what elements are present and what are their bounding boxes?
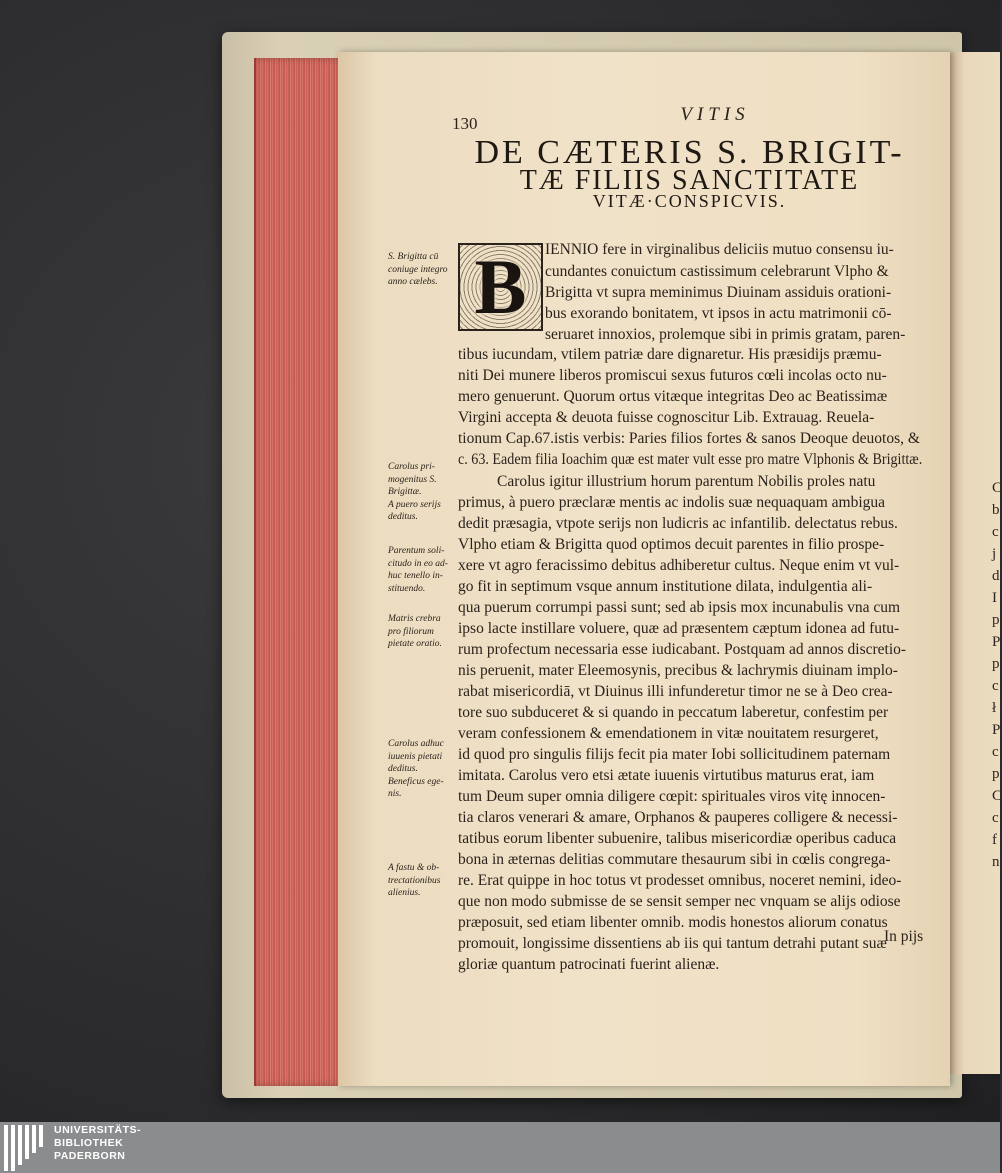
body-line: Carolus igitur illustrium horum parentum Nobilis proles natu xyxy=(497,473,876,490)
body-line: cundantes conuictum castissimum celebrarunt Vlpho & xyxy=(545,263,889,280)
margin-note xyxy=(388,862,458,900)
facing-page-fragment: c xyxy=(992,810,999,826)
body-line: qua puerum corrumpi passi sunt; sed ab ipsis mox incunabulis vna cum xyxy=(458,599,901,616)
body-line: promouit, longissime dissentiens ab iis qui tantum detrahi putant suæ xyxy=(458,935,887,952)
margin-note-line: A fastu & ob- xyxy=(388,863,440,873)
initial-letter: B xyxy=(474,243,527,330)
body-line: tia claros venerari & amare, Orphanos & pauperes colligere & necessi- xyxy=(458,809,898,826)
chapter-title-line-2: TÆ FILIIS SANCTITATE xyxy=(519,165,860,196)
facing-page-fragment: I xyxy=(992,590,997,606)
facing-page-fragment: c xyxy=(992,678,999,694)
facing-page-fragment: P xyxy=(992,722,1001,738)
page-edges xyxy=(254,58,348,1086)
margin-note-line: Beneficus ege- xyxy=(388,776,444,787)
body-line: rabat misericordiā, vt Diuinus illi infunderetur timor ne se à Deo crea- xyxy=(458,683,893,700)
body-line: id quod pro singulis filijs fecit pia mater Iobi sollicitudinem paternam xyxy=(458,746,891,763)
margin-note xyxy=(388,545,458,595)
facing-page-fragment: d xyxy=(992,568,1000,584)
library-name-line-2: BIBLIOTHEK xyxy=(54,1137,124,1149)
body-line: que non modo submisse de se sensit semper nec vnquam se alijs odiose xyxy=(458,893,901,910)
margin-note-line: coniuge integro xyxy=(388,264,448,275)
margin-note-line: stituendo. xyxy=(388,583,426,594)
body-line: bona in æternas delitias commutare thesaurum sibi in cœlis congrega- xyxy=(458,851,891,868)
facing-page-fragment: p xyxy=(992,656,1000,672)
facing-page-fragment: f xyxy=(992,832,997,848)
body-line: IENNIO fere in virginalibus deliciis mutuo consensu iu- xyxy=(545,241,894,258)
body-line: Brigitta vt supra meminimus Diuinam assiduis orationi- xyxy=(545,284,892,301)
margin-note xyxy=(388,613,458,651)
body-line: xere vt agro feracissimo debitus adhiberetur cultus. Neque enim vt vul- xyxy=(458,557,900,574)
margin-note-line: S. Brigitta cū xyxy=(388,252,439,262)
facing-page-fragment: P xyxy=(992,634,1001,650)
chapter-title-line-3: VITÆ·CONSPICVIS. xyxy=(592,191,787,211)
body-line: tibus iucundam, vtilem patriæ dare dignaretur. His præsidijs præmu- xyxy=(458,346,882,363)
page-number: 130 xyxy=(452,114,478,133)
facing-page-fragment: c xyxy=(992,524,999,540)
margin-note-line: Parentum soli- xyxy=(388,546,445,556)
body-line: dedit præsagia, vtpote serijs non ludicris ac infantilib. delectatus rebus. xyxy=(458,515,898,532)
facing-page-fragment: c xyxy=(992,744,999,760)
body-line: niti Dei munere liberos promiscui sexus futuros cœli incolas octo nu- xyxy=(458,367,887,384)
body-line: mero genuerunt. Quorum ortus vitæque integritas Deo ac Beatissimæ xyxy=(458,388,888,405)
margin-note-line: pietate oratio. xyxy=(388,639,442,649)
body-line: Virgini accepta & deuota fuisse cognoscitur Lib. Extrauag. Reuela- xyxy=(458,409,875,426)
facing-page-fragment: p xyxy=(992,766,1000,782)
facing-page-fragment: j xyxy=(992,546,997,562)
library-logo-icon xyxy=(4,1125,48,1171)
margin-note xyxy=(388,251,458,289)
body-line: præposuit, sed etiam libenter omnib. modis honestos aliorum conatus xyxy=(458,914,888,931)
body-line: gloriæ quantum patrocinati fuerint alienæ. xyxy=(458,956,720,973)
body-line: Vlpho etiam & Brigitta quod optimos decuit parentes in filio prospe- xyxy=(458,536,885,553)
library-name-line-1: UNIVERSITÄTS- xyxy=(54,1124,142,1136)
margin-note-line: alienius. xyxy=(388,888,421,898)
body-line: tum Deum super omnia diligere cœpit: spirituales viros vitę innocen- xyxy=(458,788,886,805)
margin-note-line: anno cælebs. xyxy=(388,277,438,287)
facing-page-fragment: ł xyxy=(992,700,997,716)
margin-note-line: mogenitus S. xyxy=(388,474,437,485)
library-name-line-3: PADERBORN xyxy=(54,1150,126,1162)
body-line: primus, à puero præclaræ mentis ac indolis suæ nequaquam ambigua xyxy=(458,494,886,511)
chapter-title-line-1: DE CÆTERIS S. BRIGIT- xyxy=(474,134,905,171)
body-line: re. Erat quippe in hoc totus vt prodesset omnibus, noceret nemini, ideo- xyxy=(458,872,902,889)
body-line: rum profectum necessaria esse iudicabant. Postquam ad annos discretio- xyxy=(458,641,907,658)
facing-page-fragment: C xyxy=(992,788,1002,804)
library-footer-bar xyxy=(0,1122,1000,1173)
margin-note-line: A puero serijs xyxy=(388,499,441,510)
decorated-initial xyxy=(458,243,543,331)
margin-note-line: trectationibus xyxy=(388,875,441,886)
margin-note-line: deditus. xyxy=(388,764,418,774)
margin-note-line: Matris crebra xyxy=(388,614,441,624)
body-line: ipso lacte instillare voluere, quæ ad præsentem cæptum idonea ad futu- xyxy=(458,620,900,637)
facing-page xyxy=(950,52,1000,1074)
margin-note-line: citudo in eo ad- xyxy=(388,558,448,569)
margin-note xyxy=(388,738,458,801)
body-line: c. 63. Eadem filia Ioachim quæ est mater vult esse pro matre Vlphonis & Brigittæ. xyxy=(458,451,923,468)
margin-note-line: deditus. xyxy=(388,512,418,522)
margin-note-line: huc tenello in- xyxy=(388,571,443,581)
margin-note-line: Carolus pri- xyxy=(388,462,435,472)
margin-note-line: iuuenis pietati xyxy=(388,751,443,762)
body-line: bus exorando bonitatem, vt ipsos in actu matrimonii cō- xyxy=(545,305,892,322)
facing-page-fragment: b xyxy=(992,502,1000,518)
body-line: tore suo subduceret & si quando in peccatum laberetur, confestim per xyxy=(458,704,889,721)
margin-note xyxy=(388,461,458,524)
margin-note-line: pro filiorum xyxy=(388,626,434,637)
body-line: seruaret innoxios, prolemque sibi in primis gratam, paren- xyxy=(545,326,906,343)
facing-page-fragment: p xyxy=(992,612,1000,628)
margin-note-line: Carolus adhuc xyxy=(388,739,444,749)
body-line: tatibus eorum libenter subuenire, talibus misericordiæ operibus caduca xyxy=(458,830,897,847)
running-head: VITIS xyxy=(680,104,750,125)
body-line: nis peruenit, mater Eleemosynis, precibus & lachrymis diuinam implo- xyxy=(458,662,898,679)
body-line: veram confessionem & emendationem in vitæ nouitatem resurgeret, xyxy=(458,725,879,742)
margin-note-line: Brigittæ. xyxy=(388,487,422,497)
body-line: imitata. Carolus vero etsi ætate iuuenis virtutibus maturus erat, iam xyxy=(458,767,875,784)
catchword: In pijs xyxy=(884,928,924,945)
body-line: go fit in septimum vsque annum institutione dilata, indulgentia ali- xyxy=(458,578,873,595)
facing-page-fragment: C xyxy=(992,480,1002,496)
body-line: tionum Cap.67.istis verbis: Paries filios fortes & sanos Deoque deuotos, & xyxy=(458,430,920,447)
facing-page-fragment: n xyxy=(992,854,1000,870)
margin-note-line: nis. xyxy=(388,789,402,799)
